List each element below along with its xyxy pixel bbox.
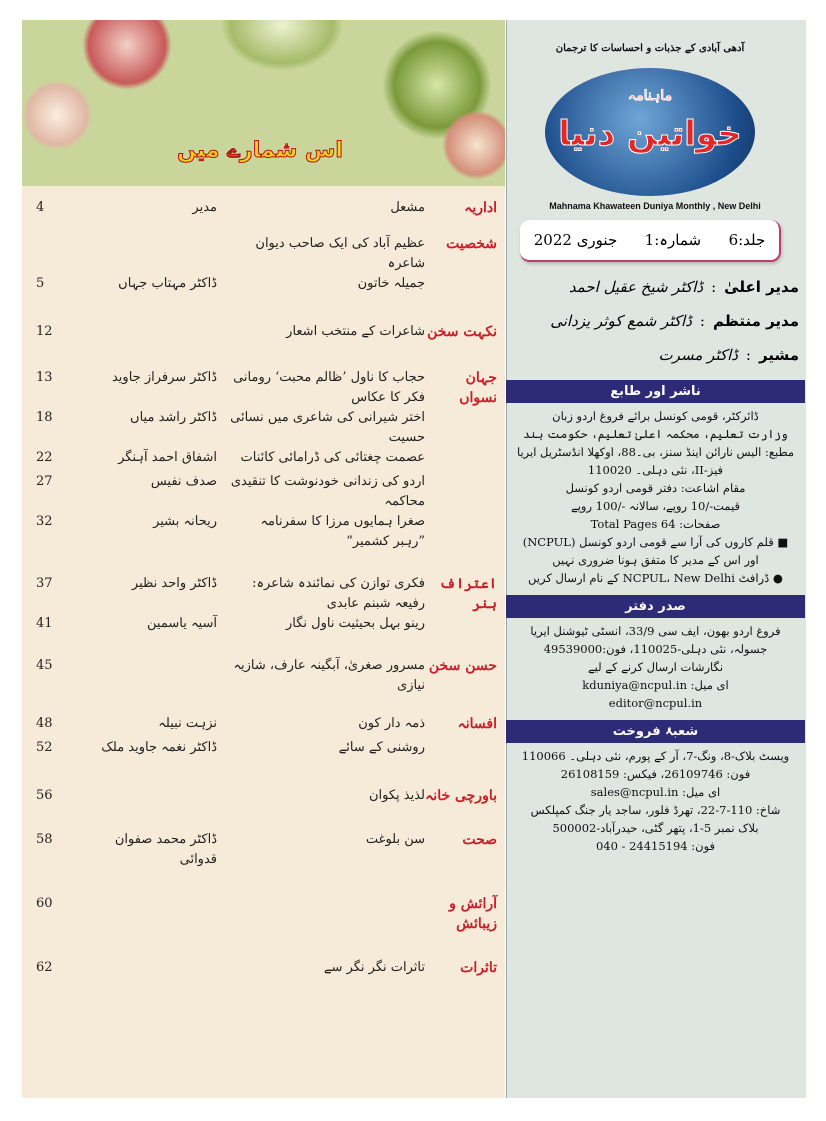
editor-name: ڈاکٹر شمع کوثر یزدانی xyxy=(550,312,692,330)
editor-name: ڈاکٹر مسرت xyxy=(658,346,738,364)
article-author: ڈاکٹر سرفراز جاوید xyxy=(111,370,217,385)
logo-name: خواتین دنیا xyxy=(558,114,742,154)
info-line: فروغ اردو بھون، ایف سی 33/9، انسٹی ٹیوشنل ایریا xyxy=(530,624,781,638)
info-line: ڈائرکٹر، قومی کونسل برائے فروغ اردو زبان xyxy=(552,409,759,423)
article-title: جمیلہ خاتون xyxy=(357,276,425,291)
separator: : xyxy=(711,278,717,296)
info-line: قیمت-/10 روپے، سالانہ -/100 روپے xyxy=(570,499,741,513)
article-title: مسرور صغریٰ، آبگینہ عارف، شازیہ نیازی xyxy=(233,658,425,693)
flower-decoration xyxy=(222,20,342,70)
article-author: اشفاق احمد آہنگر xyxy=(118,450,217,465)
contents-row xyxy=(36,472,497,512)
article-title: شاعرات کے منتخب اشعار xyxy=(286,324,425,339)
article-author: ریحانہ بشیر xyxy=(153,514,217,529)
info-line: فون: 24415194 - 040 xyxy=(595,839,716,853)
page-number: 32 xyxy=(36,514,53,529)
info-line: مقام اشاعت: دفتر قومی اردو کونسل xyxy=(565,481,746,495)
section-label: جہان نسواں xyxy=(459,370,497,406)
page-number: 4 xyxy=(36,200,45,215)
article-author: ڈاکٹر راشد میاں xyxy=(130,410,217,425)
contents-row xyxy=(36,614,497,638)
contents-row xyxy=(36,656,497,696)
flower-decoration xyxy=(82,20,172,90)
info-line: ■ قلم کاروں کی آرا سے قومی اردو کونسل (NCPUL) xyxy=(522,535,789,549)
sales-heading: شعبۂ فروخت xyxy=(506,720,805,743)
section-label: صحت xyxy=(462,832,497,848)
contents-row xyxy=(36,368,497,408)
contents-row xyxy=(36,958,497,982)
logo-english: Mahnama Khawateen Duniya Monthly , New Delhi xyxy=(549,201,761,211)
contents-heading: اس شمارے میں xyxy=(177,138,343,163)
article-title: فکری توازن کی نمائندہ شاعرہ: رفیعہ شبنم عابدی xyxy=(252,576,425,611)
info-line: ای میل: sales@ncpul.in xyxy=(590,785,721,799)
article-author: ڈاکٹر مہتاب جہاں xyxy=(118,276,217,291)
page-number: 5 xyxy=(36,276,45,291)
contents-row xyxy=(36,408,497,448)
editor-name: ڈاکٹر شیخ عقیل احمد xyxy=(568,278,704,296)
page-number: 41 xyxy=(36,616,53,631)
article-title: عصمت چغتائی کی ڈرامائی کائنات xyxy=(240,450,425,465)
info-line: فیز-II، نئی دہلی۔ 110020 xyxy=(587,463,724,477)
page-number: 60 xyxy=(36,896,53,911)
info-line: ● ڈرافٹ NCPUL، New Delhi کے نام ارسال کریں xyxy=(528,571,783,585)
page-number: 22 xyxy=(36,450,53,465)
article-author: مدیر xyxy=(192,200,217,215)
article-author: ڈاکٹر واحد نظیر xyxy=(131,576,217,591)
article-title: اردو کی زندانی خودنوشت کا تنقیدی محاکمہ xyxy=(230,474,425,509)
editor-row xyxy=(510,276,799,298)
article-title: عظیم آباد کی ایک صاحب دیوان شاعرہ xyxy=(255,236,425,271)
info-line: ای میل: kduniya@ncpul.in xyxy=(582,678,729,692)
section-label: آرائش و زیبائش xyxy=(449,896,497,932)
contents-row xyxy=(36,234,497,274)
issue-box xyxy=(520,220,781,262)
article-author: ڈاکٹر نغمہ جاوید ملک xyxy=(101,740,217,755)
article-author: آسیہ یاسمین xyxy=(147,616,217,631)
section-label: شخصیت xyxy=(446,236,497,252)
info-line: اور اس کے مدیر کا متفق ہونا ضروری نہیں xyxy=(552,553,759,567)
page-number: 13 xyxy=(36,370,53,385)
volume: جلد:6 xyxy=(728,231,766,249)
info-line: ویسٹ بلاک-8، ونگ-7، آر کے پورم، نئی دہلی۔ 110066 xyxy=(521,749,790,763)
issue-date: جنوری 2022 xyxy=(533,231,618,249)
info-line: editor@ncpul.in xyxy=(608,696,703,710)
article-title: تاثرات نگر نگر سے xyxy=(323,960,425,975)
contents-row xyxy=(36,714,497,738)
contents-row xyxy=(36,894,497,934)
page-number: 52 xyxy=(36,740,53,755)
contents-row xyxy=(36,738,497,762)
flower-decoration xyxy=(22,80,92,150)
contents-row xyxy=(36,198,497,222)
section-label: تاثرات xyxy=(460,960,497,976)
section-label: نکہت سخن xyxy=(427,324,497,340)
contents-table xyxy=(22,198,505,982)
page-number: 18 xyxy=(36,410,53,425)
article-title: روشنی کے سائے xyxy=(338,740,425,755)
logo-tagline: آدھی آبادی کے جذبات و احساسات کا ترجمان xyxy=(555,43,745,54)
info-column xyxy=(506,220,805,855)
contents-row xyxy=(36,786,497,810)
article-author: نزہت نبیلہ xyxy=(158,716,217,731)
separator: : xyxy=(745,346,751,364)
section-label: افسانہ xyxy=(457,716,497,732)
head-office-heading: صدر دفتر xyxy=(506,595,805,618)
section-label: اعتراف ہنر xyxy=(439,576,497,612)
publisher-info xyxy=(506,403,805,587)
sales-info xyxy=(506,743,805,855)
page-number: 58 xyxy=(36,832,53,847)
article-title: لذیذ پکوان xyxy=(368,788,425,803)
article-author: ڈاکٹر محمد صفوان قدوائی xyxy=(114,832,217,867)
article-title: اختر شیرانی کی شاعری میں نسائی حسیت xyxy=(230,410,425,445)
section-label: باورچی خانہ xyxy=(425,788,497,804)
editor-row xyxy=(510,310,799,332)
publisher-heading: ناشر اور طابع xyxy=(506,380,805,403)
contents-row xyxy=(36,448,497,472)
contents-row xyxy=(36,274,497,298)
head-office-info xyxy=(506,618,805,712)
contents-row xyxy=(36,322,497,346)
info-line: وزارت تعلیم، محکمہ اعلیٰ تعلیم، حکومت ہند xyxy=(523,427,788,441)
page-number: 12 xyxy=(36,324,53,339)
section-label: اداریہ xyxy=(464,200,497,216)
page-number: 37 xyxy=(36,576,53,591)
info-line: فون: 26109746، فیکس: 26108159 xyxy=(560,767,751,781)
page-number: 45 xyxy=(36,658,53,673)
info-line: صفحات: Total Pages 64 xyxy=(590,517,721,531)
editor-row xyxy=(510,344,799,366)
info-line: نگارشات ارسال کرنے کے لیے xyxy=(587,660,724,674)
info-line: جسولہ، نئی دہلی-110025، فون:49539000 xyxy=(543,642,768,656)
editor-role: مدیر اعلیٰ xyxy=(724,278,799,296)
page-number: 27 xyxy=(36,474,53,489)
page-number: 48 xyxy=(36,716,53,731)
info-line: بلاک نمبر 5-1، پتھر گٹی، حیدرآباد-500002 xyxy=(552,821,759,835)
article-author: صدف نفیس xyxy=(150,474,217,489)
page-number: 62 xyxy=(36,960,53,975)
contents-row xyxy=(36,574,497,614)
article-title: صغرا ہمایوں مرزا کا سفرنامہ ”رہبر کشمیر“ xyxy=(260,514,425,549)
article-title: رینو بہل بحیثیت ناول نگار xyxy=(285,616,425,631)
contents-row xyxy=(36,830,497,870)
separator: : xyxy=(699,312,705,330)
logo-monthly: ماہنامہ xyxy=(627,88,673,104)
contents-row xyxy=(36,512,497,552)
info-line: شاخ: 110-7-22، تھرڈ فلور، ساجد یار جنگ کمپلکس xyxy=(530,803,781,817)
flower-decoration xyxy=(442,110,505,180)
page-number: 56 xyxy=(36,788,53,803)
issue-number: شمارہ:1 xyxy=(644,231,702,249)
article-title: سن بلوغت xyxy=(365,832,425,847)
editor-role: مشیر xyxy=(758,346,799,364)
editor-role: مدیر منتظم xyxy=(712,312,799,330)
section-label: حسن سخن xyxy=(428,658,497,674)
info-line: مطبع: الیس نارائن اینڈ سنز، بی۔88، اوکھلا انڈسٹریل ایریا xyxy=(516,445,795,459)
article-title: ذمہ دار کون xyxy=(358,716,425,731)
article-title: حجاب کا ناول ’ظالم محبت‘ رومانی فکر کا عکاس xyxy=(233,370,425,405)
article-title: مشعل xyxy=(390,200,425,215)
